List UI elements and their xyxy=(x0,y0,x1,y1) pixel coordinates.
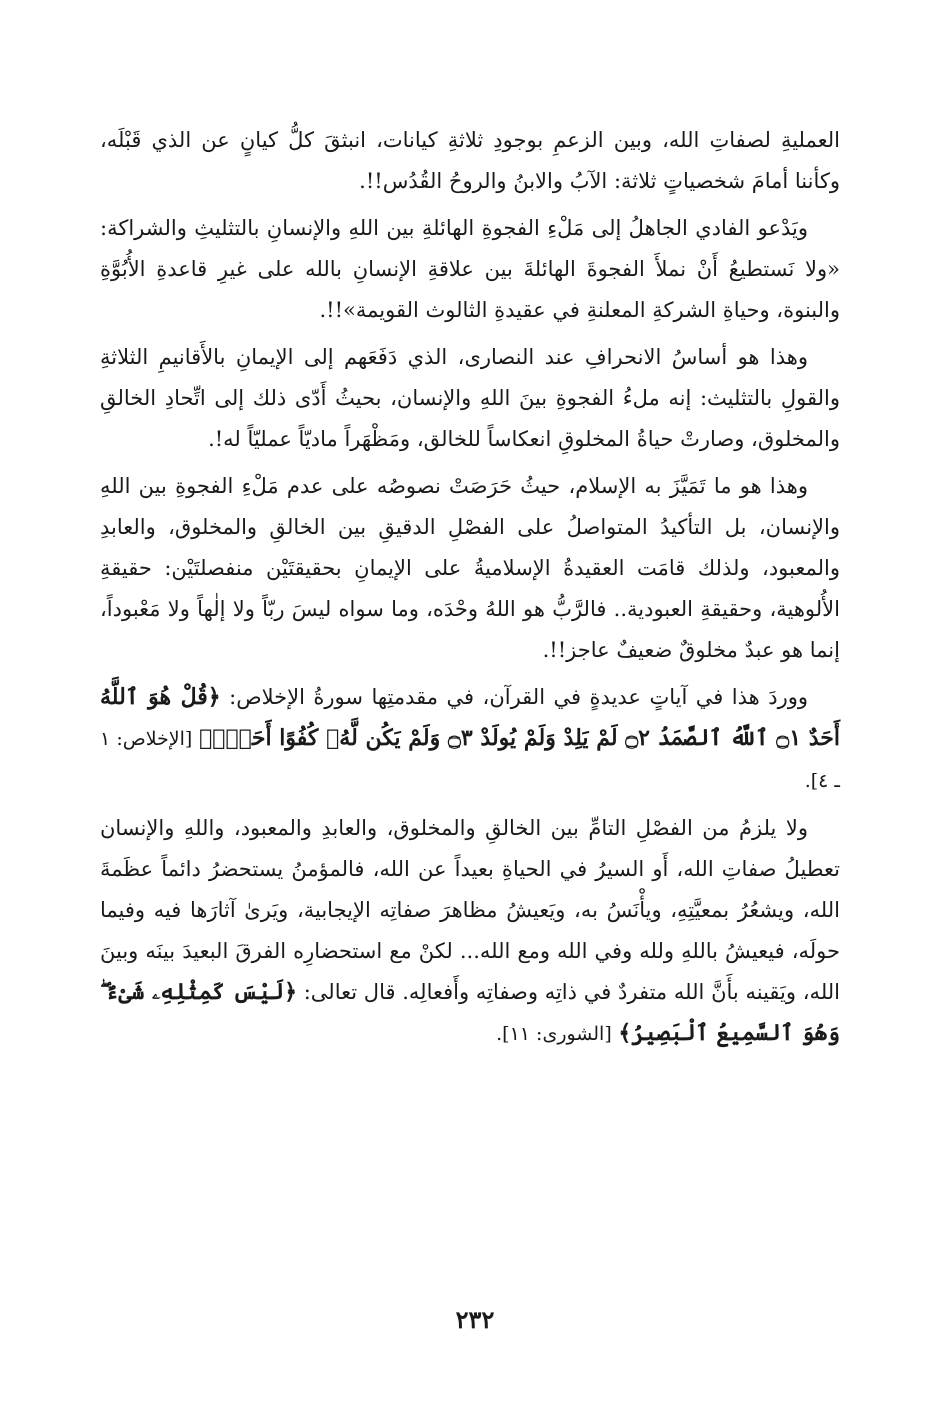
paragraph-4: وهذا هو ما تَمَيَّزَ به الإسلام، حيثُ حَرَصَتْ نصوصُه على عدم مَلْءِ الفجوةِ بين اللهِ والإنسان، بل التأكيدُ المتواصلُ على الفصْلِ الدقيقِ بين الخالقِ والمخلوق، والعابدِ والمعبود، ولذلك قامَت العقيدةُ الإسلاميةُ على الإيمانِ بحقيقتَيْن منفصلتَيْن: حقيقةِ الأُلوهية، وحقيقةِ العبودية.. فالرَّبُّ هو اللهُ وحْدَه، وما سواه ليسَ ربّاً ولا إلٰهاً ولا مَعْبوداً، إنما هو عبدٌ مخلوقٌ ضعيفٌ عاجز!!. xyxy=(100,474,840,662)
paragraph-3: وهذا هو أساسُ الانحرافِ عند النصارى، الذي دَفَعَهم إلى الإيمانِ بالأَقانيمِ الثلاثةِ والقولِ بالتثليث: إنه ملءُ الفجوةِ بينَ اللهِ والإنسان، بحيثُ أَدّى ذلك إلى اتِّحادِ الخالقِ والمخلوق، وصارتْ حياةُ المخلوقِ انعكاساً للخالق، ومَظْهَراً ماديّاً عمليّاً له!. xyxy=(100,345,840,451)
citation-ikhlas: [الإخلاص: ١ ـ ٤]. xyxy=(100,728,840,792)
paragraph-1: العمليةِ لصفاتِ الله، وبين الزعمِ بوجودِ ثلاثةِ كيانات، انبثقَ كلُّ كيانٍ عن الذي قَبْلَه، وكأننا أمامَ شخصياتٍ ثلاثة: الآبُ والابنُ والروحُ القُدُس!!. xyxy=(100,128,840,193)
page-number: ٢٣٢ xyxy=(455,1305,495,1334)
paragraph-2: ويَدْعو الفادي الجاهلُ إلى مَلْءِ الفجوةِ الهائلةِ بين اللهِ والإنسانِ بالتثليثِ والشراكة: «ولا نَستطيعُ أَنْ نملأَ الفجوةَ الهائلةَ بين علاقةِ الإنسانِ بالله على غيرِ قاعدةِ الأُبُوَّةِ والبنوة، وحياةِ الشركةِ المعلنةِ في عقيدةِ الثالوث القويمة»!!. xyxy=(100,216,840,322)
quran-verse-shura: ﴿لَيْسَ كَمِثْلِهِۦ شَىْءٌ ۖ وَهُوَ ٱلسَّمِيعُ ٱلْبَصِيرُ﴾ xyxy=(100,979,840,1046)
page-body xyxy=(100,120,840,1061)
paragraph-6-text: ولا يلزمُ من الفصْلِ التامِّ بين الخالقِ والمخلوق، والعابدِ والمعبود، واللهِ والإنسان تعطيلُ صفاتِ الله، أَو السيرُ في الحياةِ بعيداً عن الله، فالمؤمنُ يستحضرُ دائماً عظَمةَ الله، ويشعُرُ بمعيَّتِهِ، ويأْنَسُ به، ويَعيشُ مظاهرَ صفاتِه الإيجابية، ويَرىٰ آثارَها فيه وفيما حولَه، فيعيشُ باللهِ ولله وفي الله ومع الله... لكنْ مع استحضارِه الفرقَ البعيدَ بينَه وبينَ الله، ويَقينه بأَنَّ الله متفردٌ في ذاتِه وصفاتِه وأَفعالِه. قال تعالى: xyxy=(100,816,841,1004)
citation-shura: [الشورى: ١١]. xyxy=(496,1023,612,1045)
paragraph-6 xyxy=(100,808,840,1055)
paragraph-5 xyxy=(100,677,840,802)
quran-verse-ikhlas: ﴿قُلْ هُوَ ٱللَّهُ أَحَدٌ ۝١ ٱللَّهُ ٱلصَّمَدُ ۝٢ لَمْ يَلِدْ وَلَمْ يُولَدْ ۝٣ وَلَمْ يَكُن لَّهُۥ كُفُوًا أَحَدٌۢ﴾ xyxy=(100,684,840,751)
paragraph-5-text: ووردَ هذا في آياتٍ عديدةٍ في القرآن، في مقدمتِها سورةُ الإخلاص: xyxy=(229,685,808,709)
